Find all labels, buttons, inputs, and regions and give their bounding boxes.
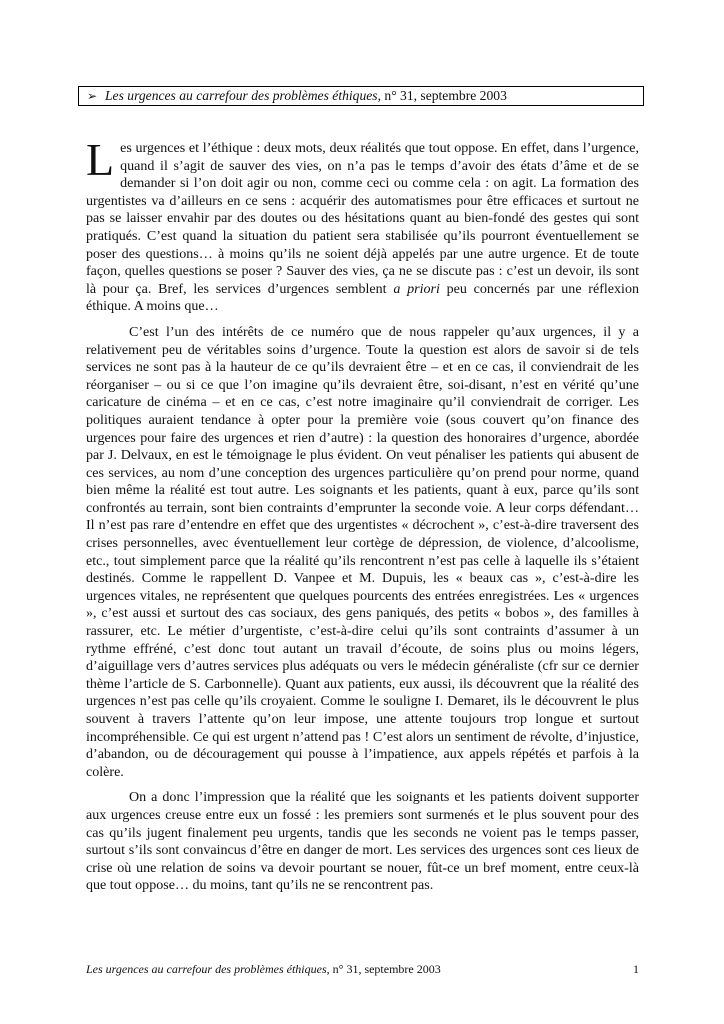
footer-issue: , n° 31, septembre 2003 xyxy=(326,962,441,976)
drop-cap: L xyxy=(86,134,115,185)
paragraph-1-text-b: peu concernés par une réflexion éthique. A moins que… xyxy=(86,280,640,315)
running-header xyxy=(78,86,644,106)
article-body xyxy=(86,134,640,903)
page-number: 1 xyxy=(633,962,639,976)
header-issue: , n° 31, septembre 2003 xyxy=(377,88,507,103)
paragraph-1-italic: a priori xyxy=(393,280,440,297)
paragraph-3: On a donc l’impression que la réalité que les soignants et les patients doivent supporter aux urgences creuse entre eux un fossé : les premiers sont surmenés et le plus souvent pour des cas qu’ils jugent finalement peu urgents, tandis que les seconds ne voient pas le temps passer, surtout s’ils sont convaincus d’être en danger de mort. Les services des urgences sont ces lieux de crise où une relation de soins va devoir pourtant se nouer, fût-ce un bref moment, entre ceux-là que tout oppose… du moins, tant qu’ils ne se rencontrent pas. xyxy=(86,789,639,894)
page-footer xyxy=(86,961,639,977)
paragraph-1 xyxy=(86,134,640,316)
header-journal-title: Les urgences au carrefour des problèmes éthiques xyxy=(105,88,378,103)
paragraph-1-text-a: es urgences et l’éthique : deux mots, deux réalités que tout oppose. En effet, dans l’urgence, quand il s’agit de sauver des vies, on n’a pas le temps d’avoir des états d’âme et de se demander si l’on doit agir ou non, comme ceci ou comme cela : on agit. La formation des urgentistes va d’ailleurs en ce sens : acquérir des automatismes pour être efficaces et surtout ne pas se laisser envahir par des doutes ou des hésitations quant au bien-fondé des gestes qui sont pratiqués. C’est quand la situation du patient sera stabilisée qu’ils pourront éventuellement se poser des questions… à moins qu’ils ne soient déjà appelés par une autre urgence. Et de toute façon, quelles questions se poser ? Sauver des vies, ça ne se discute pas : c’est un devoir, ils sont là pour ça. Bref, les services d’urgences semblent xyxy=(86,140,639,297)
arrow-bullet-icon: ➢ xyxy=(87,89,98,103)
footer-journal-title: Les urgences au carrefour des problèmes éthiques xyxy=(86,962,327,976)
paragraph-2: C’est l’un des intérêts de ce numéro que de nous rappeler qu’aux urgences, il y a relativement peu de véritables soins d’urgence. Toute la question est alors de savoir si de tels services ne sont pas à la hauteur de ce qu’ils devraient être – et en ce cas, il conviendrait de les réorganiser – ou si ce que l’on imagine qu’ils devraient être, soi-disant, n’est en vérité qu’une caricature de cinéma – et en ce cas, c’est notre imaginaire qu’il conviendrait de corriger. Les politiques auraient tendance à opter pour la première voie (sous couvert qu’on finance des urgences pour faire des urgences et rien d’autre) : la question des honoraires d’urgence, abordée par J. Delvaux, en est le témoignage le plus évident. On veut pénaliser les patients qui abusent de ces services, au nom d’une conception des urgences particulière qu’on prend pour norme, quand bien même la réalité est tout autre. Les soignants et les patients, quant à eux, parce qu’ils sont confrontés au terrain, sont bien contraints d’emprunter la seconde voie. A leur corps défendant… Il n’est pas rare d’entendre en effet que des urgentistes « décrochent », c’est-à-dire traversent des crises personnelles, avec éventuellement leur cortège de dépression, de violence, d’alcoolisme, etc., tout simplement parce que la réalité qu’ils rencontrent n’est pas celle à laquelle ils s’étaient destinés. Comme le rappellent D. Vanpee et M. Dupuis, les « beaux cas », c’est-à-dire les urgences vitales, ne représentent que quelques pourcents des entrées enregistrées. Les « urgences », c’est aussi et surtout des cas sociaux, des gens paniqués, des petits « bobos », des familles à rassurer, etc. Le métier d’urgentiste, c’est-à-dire celui qu’ils sont contraints d’assumer à un rythme effréné, c’est donc tout autant un travail d’écoute, de soins plus ou moins légers, d’aiguillage vers d’autres services plus adéquats ou vers le médecin généraliste (cfr sur ce dernier thème l’article de S. Carbonnelle). Quant aux patients, eux aussi, ils découvrent que la réalité des urgences n’est pas celle qu’ils croyaient. Comme le souligne I. Demaret, ils le découvrent le plus souvent à travers l’attente qu’on leur impose, une attente toujours trop longue et surtout incompréhensible. Ce qui est urgent n’attend pas ! C’est alors un sentiment de révolte, d’injustice, d’abandon, ou de découragement qui pousse à l’impatience, aux appels répétés et parfois à la colère. xyxy=(86,323,639,780)
